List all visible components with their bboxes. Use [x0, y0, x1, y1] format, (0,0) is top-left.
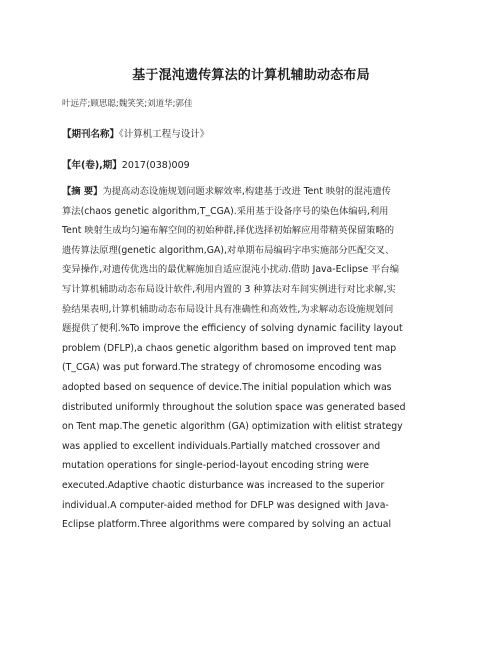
journal-name: 《计算机工程与设计》 [119, 129, 210, 140]
abstract [62, 182, 440, 535]
abstract-line: was applied to excellent individuals.Partially matched crossover and [62, 440, 381, 452]
volume-line [62, 157, 190, 171]
document-authors: 叶远芹;顾思聪;魏笑笑;刘道华;郭佳 [62, 99, 193, 109]
abstract-line: mutation operations for single-period-layout encoding string were [62, 460, 369, 472]
abstract-line: on Tent map.The genetic algorithm (GA) optimization with elitist strategy [62, 421, 403, 433]
abstract-line: 写计算机辅助动态布局设计软件,利用内置的 3 种算法对车间实例进行对比求解,实 [62, 283, 396, 295]
abstract-line: (T_CGA) was put forward.The strategy of chromosome encoding was [62, 362, 382, 374]
abstract-line [62, 182, 440, 202]
abstract-line: 题提供了便利.%To improve the efficiency of solving dynamic facility layout [62, 323, 403, 335]
abstract-text: 为提高动态设施规划问题求解效率,构建基于改进 Tent 映射的混沌遗传 [102, 186, 391, 197]
document-title: 基于混沌遗传算法的计算机辅助动态布局 [132, 68, 370, 83]
volume-value: 2017(038)009 [121, 160, 190, 171]
abstract-line: 变异操作,对遗传优选出的最优解施加自适应混沌小扰动.借助 Java-Eclipse 平台编 [62, 264, 400, 276]
abstract-line: adopted based on sequence of device.The initial population which was [62, 381, 392, 393]
journal-line [62, 126, 209, 140]
abstract-line: 验结果表明,计算机辅助动态布局设计具有准确性和高效性,为求解动态设施规划问 [62, 303, 394, 315]
abstract-line: Tent 映射生成均匀遍布解空间的初始种群,择优选择初始解应用带精英保留策略的 [62, 225, 395, 237]
journal-label: 【期刊名称】 [62, 129, 120, 140]
abstract-label: 【摘 要】 [62, 186, 103, 197]
abstract-line: 遗传算法原理(genetic algorithm,GA),对单期布局编码字串实施部分匹配交叉、 [62, 244, 395, 256]
volume-label: 【年(卷),期】 [62, 160, 122, 171]
abstract-line: 算法(chaos genetic algorithm,T_CGA).采用基于设备序号的染色体编码,利用 [62, 205, 389, 217]
abstract-line: executed.Adaptive chaotic disturbance was increased to the superior [62, 479, 385, 491]
abstract-line: problem (DFLP),a chaos genetic algorithm based on improved tent map [62, 342, 397, 354]
abstract-line: distributed uniformly throughout the solution space was generated based [62, 401, 406, 413]
abstract-line: Eclipse platform.Three algorithms were compared by solving an actual [62, 519, 392, 531]
abstract-line: individual.A computer-aided method for DFLP was designed with Java- [62, 499, 389, 511]
